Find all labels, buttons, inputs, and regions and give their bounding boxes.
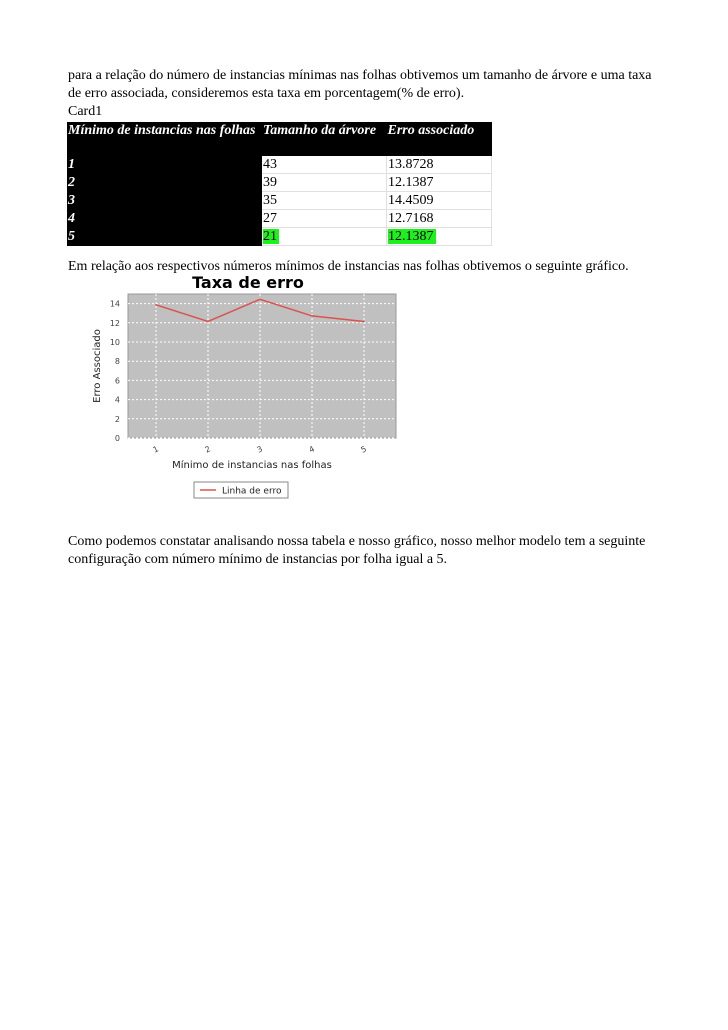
- highlighted-tree-size: 21: [263, 229, 277, 244]
- cell-min-instances: 1: [67, 156, 262, 174]
- cell-tree-size: [262, 228, 387, 246]
- table-header-row: [67, 122, 492, 156]
- cell-min-instances: 5: [67, 228, 262, 246]
- cell-error: 14.4509: [387, 192, 492, 210]
- x-tick-label: 1: [151, 444, 160, 455]
- y-tick-label: 4: [114, 395, 120, 405]
- followup-paragraph: Em relação aos respectivos números mínimos de instancias nas folhas obtivemos o seguinte gráfico.: [68, 259, 629, 274]
- cell-min-instances: 3: [67, 192, 262, 210]
- cell-tree-size: 39: [262, 174, 387, 192]
- x-tick-label: 2: [203, 444, 212, 455]
- y-tick-label: 12: [109, 318, 120, 328]
- data-point: [207, 321, 209, 323]
- error-chart: [86, 270, 406, 505]
- header-tree-size: Tamanho da árvore: [262, 122, 387, 156]
- data-point: [363, 321, 365, 323]
- cell-min-instances: 4: [67, 210, 262, 228]
- table-row: [67, 210, 492, 228]
- table-row: [67, 228, 492, 246]
- table-row: [67, 192, 492, 210]
- y-tick-label: 0: [114, 434, 120, 443]
- plot-area: [128, 294, 396, 438]
- y-tick-label: 10: [109, 338, 120, 347]
- cell-min-instances: 2: [67, 174, 262, 192]
- cell-tree-size: 43: [262, 156, 387, 174]
- highlighted-error: 12.1387: [388, 229, 434, 244]
- header-min-instances: Mínimo de instancias nas folhas: [67, 122, 262, 156]
- y-tick-label: 6: [114, 376, 120, 386]
- cell-error: 12.7168: [387, 210, 492, 228]
- cell-error: 13.8728: [387, 156, 492, 174]
- x-tick-label: 3: [255, 444, 264, 455]
- cell-tree-size: 35: [262, 192, 387, 210]
- card-label: Card1: [68, 104, 103, 119]
- data-point: [259, 298, 261, 300]
- results-table: [67, 122, 492, 246]
- data-point: [311, 315, 313, 317]
- conclusion-paragraph: Como podemos constatar analisando nossa tabela e nosso gráfico, nosso melhor modelo tem a seguinte configuração com número mínimo de instancias por folha igual a 5.: [68, 534, 646, 567]
- intro-paragraph: para a relação do número de instancias mínimas nas folhas obtivemos um tamanho de árvore e uma taxa de erro associada, consideremos esta taxa em porcentagem(% de erro).: [68, 68, 652, 101]
- y-tick-label: 8: [114, 357, 120, 367]
- chart-title: Taxa de erro: [192, 273, 304, 292]
- cell-error: [387, 228, 492, 246]
- x-axis-label: Mínimo de instancias nas folhas: [172, 460, 332, 471]
- data-point: [155, 304, 157, 306]
- x-tick-label: 5: [359, 444, 368, 455]
- x-tick-label: 4: [307, 444, 316, 455]
- y-tick-label: 14: [109, 299, 120, 309]
- table-row: [67, 156, 492, 174]
- error-chart-svg: [86, 270, 406, 505]
- cell-error: 12.1387: [387, 174, 492, 192]
- y-tick-label: 2: [114, 414, 120, 424]
- cell-tree-size: 27: [262, 210, 387, 228]
- table-row: [67, 174, 492, 192]
- header-error: Erro associado: [387, 122, 492, 156]
- y-axis-label: Erro Associado: [92, 329, 103, 403]
- legend-label: Linha de erro: [222, 486, 282, 497]
